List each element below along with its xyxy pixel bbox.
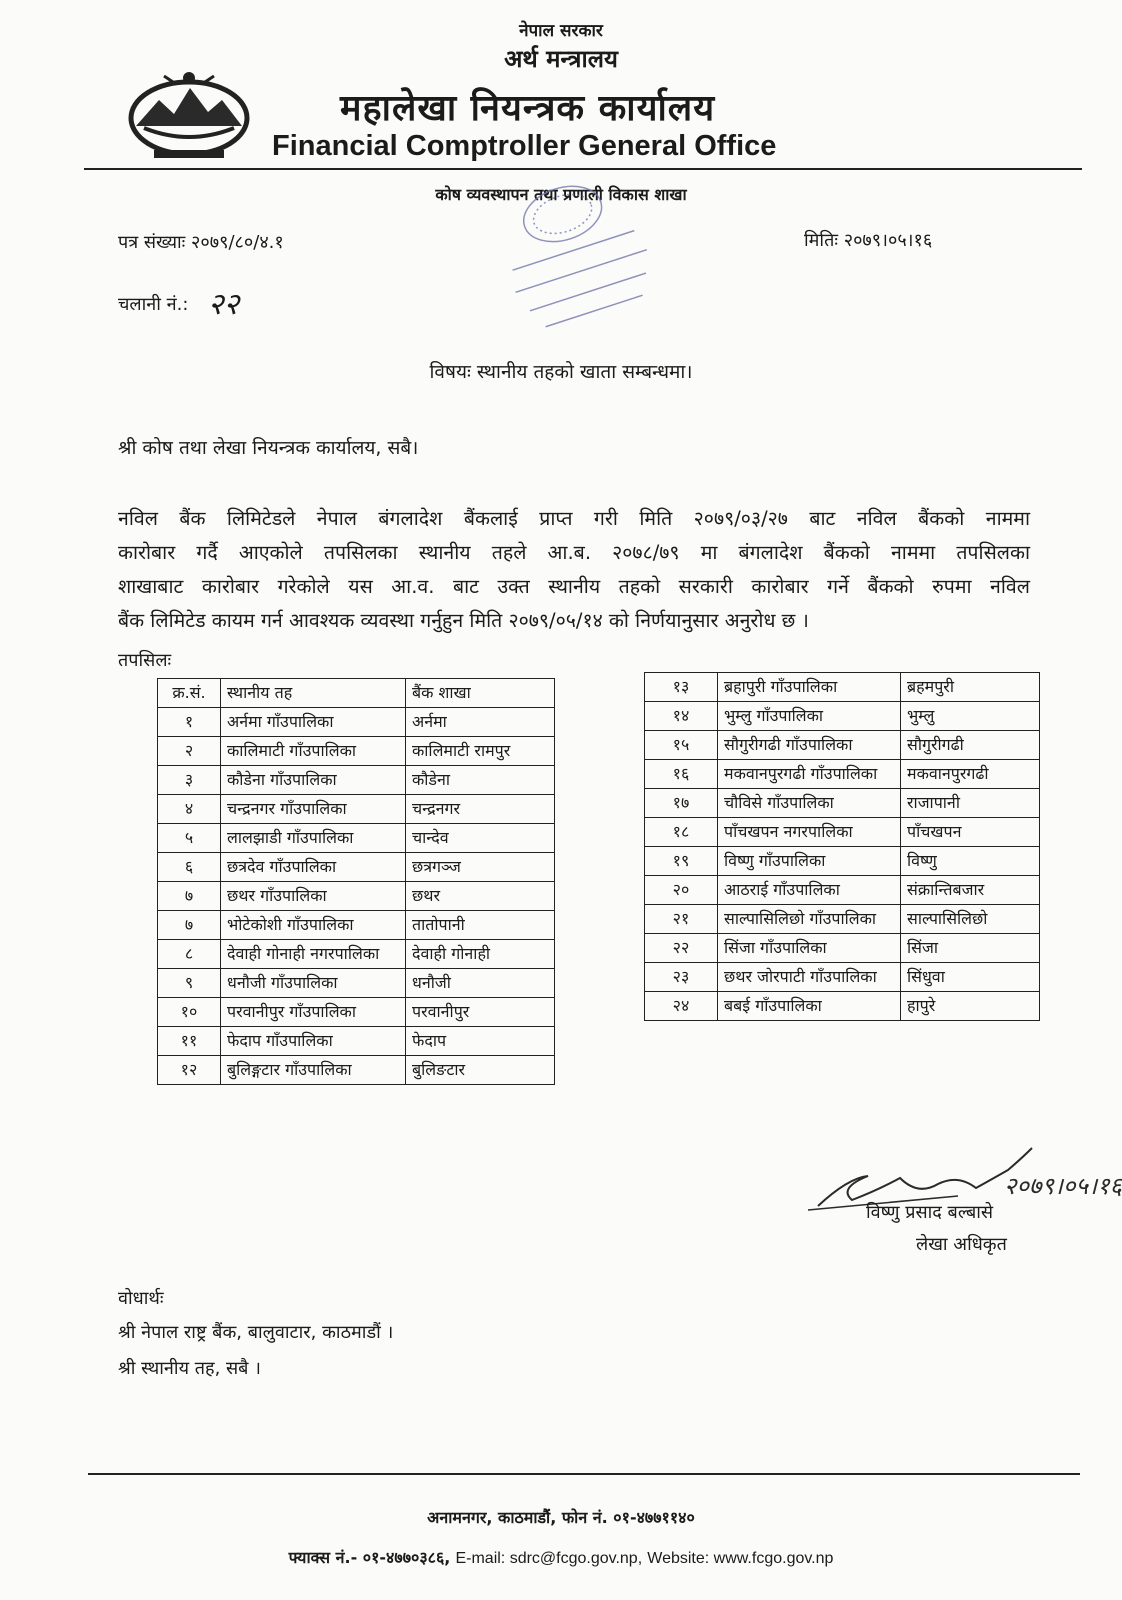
serial-number-cell: ७ [158,911,221,940]
bank-branch-cell: सिंजा [901,934,1040,963]
signer-title: लेखा अधिकृत [916,1234,1007,1255]
serial-number-cell: ९ [158,969,221,998]
column-header: स्थानीय तह [221,679,406,708]
local-level-cell: भुम्लु गाँउपालिका [718,702,901,731]
local-level-cell: परवानीपुर गाँउपालिका [221,998,406,1027]
bank-branch-cell: कौडेना [406,766,555,795]
table-row [158,940,555,969]
local-level-cell: विष्णु गाँउपालिका [718,847,901,876]
government-name: नेपाल सरकार [519,21,603,41]
bank-branch-cell: हापुरे [901,992,1040,1021]
table-row [158,969,555,998]
letter-number: पत्र संख्याः २०७९/८०/४.१ [118,232,284,253]
column-header: बैंक शाखा [406,679,555,708]
table-row [645,818,1040,847]
serial-number-cell: ८ [158,940,221,969]
table-row [158,998,555,1027]
serial-number-cell: १२ [158,1056,221,1085]
serial-number-cell: १९ [645,847,718,876]
table-row [158,1056,555,1085]
serial-number-cell: २४ [645,992,718,1021]
body-line: नविल बैंक लिमिटेडले नेपाल बंगलादेश बैंकलाई प्राप्त गरी मिति २०७९/०३/२७ बाट नविल बैंकको नाममा [118,507,1030,530]
bank-branch-cell: बुलिङटार [406,1056,555,1085]
local-level-cell: चौविसे गाँउपालिका [718,789,901,818]
footer-divider [88,1473,1080,1475]
office-name-english: Financial Comptroller General Office [272,130,777,162]
table-row [158,824,555,853]
bank-branch-cell: कालिमाटी रामपुर [406,737,555,766]
section-name: कोष व्यवस्थापन तथा प्रणाली विकास शाखा [435,185,687,204]
serial-number-cell: १४ [645,702,718,731]
local-level-cell: छत्रदेव गाँउपालिका [221,853,406,882]
table-row [645,673,1040,702]
tapasil-label: तपसिलः [118,650,172,671]
serial-number-cell: ११ [158,1027,221,1056]
signature-date: २०७९।०५।१६ [1004,1172,1122,1200]
nepal-emblem-icon [124,66,254,162]
table-row [158,853,555,882]
table-row [158,795,555,824]
signer-name: विष्णु प्रसाद बल्बासे [866,1202,994,1223]
table-row [645,934,1040,963]
bank-branch-cell: सिंधुवा [901,963,1040,992]
local-level-cell: सौगुरीगढी गाँउपालिका [718,731,901,760]
cc-item: श्री स्थानीय तह, सबै । [118,1358,261,1379]
local-level-cell: कौडेना गाँउपालिका [221,766,406,795]
bank-branch-cell: ब्रहमपुरी [901,673,1040,702]
local-level-cell: ब्रहापुरी गाँउपालिका [718,673,901,702]
bank-branch-cell: धनौजी [406,969,555,998]
bank-branch-cell: संक्रान्तिबजार [901,876,1040,905]
local-level-cell: फेदाप गाँउपालिका [221,1027,406,1056]
local-level-cell: चन्द्रनगर गाँउपालिका [221,795,406,824]
serial-number-cell: १६ [645,760,718,789]
bank-branch-cell: साल्पासिलिछो [901,905,1040,934]
footer-fax: फ्याक्स नं.- ०१-४७७०३८६, [288,1548,451,1567]
local-level-cell: साल्पासिलिछो गाँउपालिका [718,905,901,934]
bank-branch-cell: राजापानी [901,789,1040,818]
table-row [645,760,1040,789]
serial-number-cell: २१ [645,905,718,934]
bank-branch-cell: चन्द्रनगर [406,795,555,824]
table-row [158,911,555,940]
serial-number-cell: ५ [158,824,221,853]
body-paragraph [118,502,1030,638]
serial-number-cell: २० [645,876,718,905]
header-divider [84,168,1082,170]
local-level-cell: छथर जोरपाटी गाँउपालिका [718,963,901,992]
serial-number-cell: २ [158,737,221,766]
local-level-cell: मकवानपुरगढी गाँउपालिका [718,760,901,789]
subject-line: विषयः स्थानीय तहको खाता सम्बन्धमा। [429,361,693,383]
table-row [645,876,1040,905]
serial-number-cell: २३ [645,963,718,992]
bank-branch-cell: चान्देव [406,824,555,853]
table-header-row [158,679,555,708]
body-line: बैंक लिमिटेड कायम गर्न आवश्यक व्यवस्था गर्नुहुन मिति २०७९/०५/१४ को निर्णयानुसार अनुरोध छ । [118,609,809,632]
cc-item: श्री नेपाल राष्ट्र बैंक, बालुवाटार, काठमाडौं । [118,1322,394,1343]
table-row [645,905,1040,934]
serial-number-cell: १८ [645,818,718,847]
bank-branch-cell: तातोपानी [406,911,555,940]
office-name-nepali: महालेखा नियन्त्रक कार्यालय [340,88,716,129]
table-row [158,1027,555,1056]
bank-branch-cell: पाँचखपन [901,818,1040,847]
serial-number-cell: ३ [158,766,221,795]
footer-email: E-mail: sdrc@fcgo.gov.np, [455,1550,643,1567]
local-level-cell: कालिमाटी गाँउपालिका [221,737,406,766]
body-line: कारोबार गर्दै आएकोले तपसिलका स्थानीय तहले आ.ब. २०७८/७९ मा बंगलादेश बैंकको नाममा तपसिलका [118,541,1030,564]
table-row [645,847,1040,876]
local-level-cell: बुलिङ्गटार गाँउपालिका [221,1056,406,1085]
ministry-name: अर्थ मन्त्रालय [504,45,618,73]
table-row [645,963,1040,992]
table-row [158,766,555,795]
bank-branch-cell: छत्रगञ्ज [406,853,555,882]
serial-number-cell: १ [158,708,221,737]
dispatch-label: चलानी नं.: [118,294,189,315]
local-level-cell: पाँचखपन नगरपालिका [718,818,901,847]
table-row [645,789,1040,818]
table-row [645,992,1040,1021]
serial-number-cell: ४ [158,795,221,824]
local-level-cell: भोटेकोशी गाँउपालिका [221,911,406,940]
bank-branch-cell: विष्णु [901,847,1040,876]
letter-date: मितिः २०७९।०५।१६ [804,230,933,251]
table-row [158,708,555,737]
bank-branch-cell: देवाही गोनाही [406,940,555,969]
local-level-cell: अर्नमा गाँउपालिका [221,708,406,737]
local-level-cell: आठराई गाँउपालिका [718,876,901,905]
dispatch-number: २२ [208,287,240,322]
right-table [644,672,1040,1021]
local-level-cell: लालझाडी गाँउपालिका [221,824,406,853]
bank-branch-cell: परवानीपुर [406,998,555,1027]
bank-branch-cell: छथर [406,882,555,911]
serial-number-cell: १५ [645,731,718,760]
table-row [158,737,555,766]
footer-address: अनामनगर, काठमाडौं, फोन नं. ०१-४७७११४० [427,1508,695,1527]
table-row [158,882,555,911]
table-row [645,702,1040,731]
left-table [157,678,555,1085]
body-line: शाखाबाट कारोबार गरेकोले यस आ.व. बाट उक्त स्थानीय तहको सरकारी कारोबार गर्ने बैंकको रुपमा नविल [118,575,1030,598]
table-row [645,731,1040,760]
bank-branch-cell: मकवानपुरगढी [901,760,1040,789]
bank-branch-cell: फेदाप [406,1027,555,1056]
addressee: श्री कोष तथा लेखा नियन्त्रक कार्यालय, सबै। [118,437,419,459]
serial-number-cell: १० [158,998,221,1027]
local-level-cell: देवाही गोनाही नगरपालिका [221,940,406,969]
bank-branch-cell: भुम्लु [901,702,1040,731]
bank-branch-cell: सौगुरीगढी [901,731,1040,760]
column-header: क्र.सं. [158,679,221,708]
serial-number-cell: १३ [645,673,718,702]
serial-number-cell: २२ [645,934,718,963]
footer-contact [0,1546,1122,1568]
serial-number-cell: १७ [645,789,718,818]
local-level-cell: बबई गाँउपालिका [718,992,901,1021]
local-level-cell: छथर गाँउपालिका [221,882,406,911]
serial-number-cell: ६ [158,853,221,882]
bank-branch-cell: अर्नमा [406,708,555,737]
local-level-cell: धनौजी गाँउपालिका [221,969,406,998]
cc-heading: वोधार्थः [118,1288,164,1309]
serial-number-cell: ७ [158,882,221,911]
office-stamp [480,172,670,332]
local-level-cell: सिंजा गाँउपालिका [718,934,901,963]
footer-website: Website: www.fcgo.gov.np [647,1550,834,1567]
